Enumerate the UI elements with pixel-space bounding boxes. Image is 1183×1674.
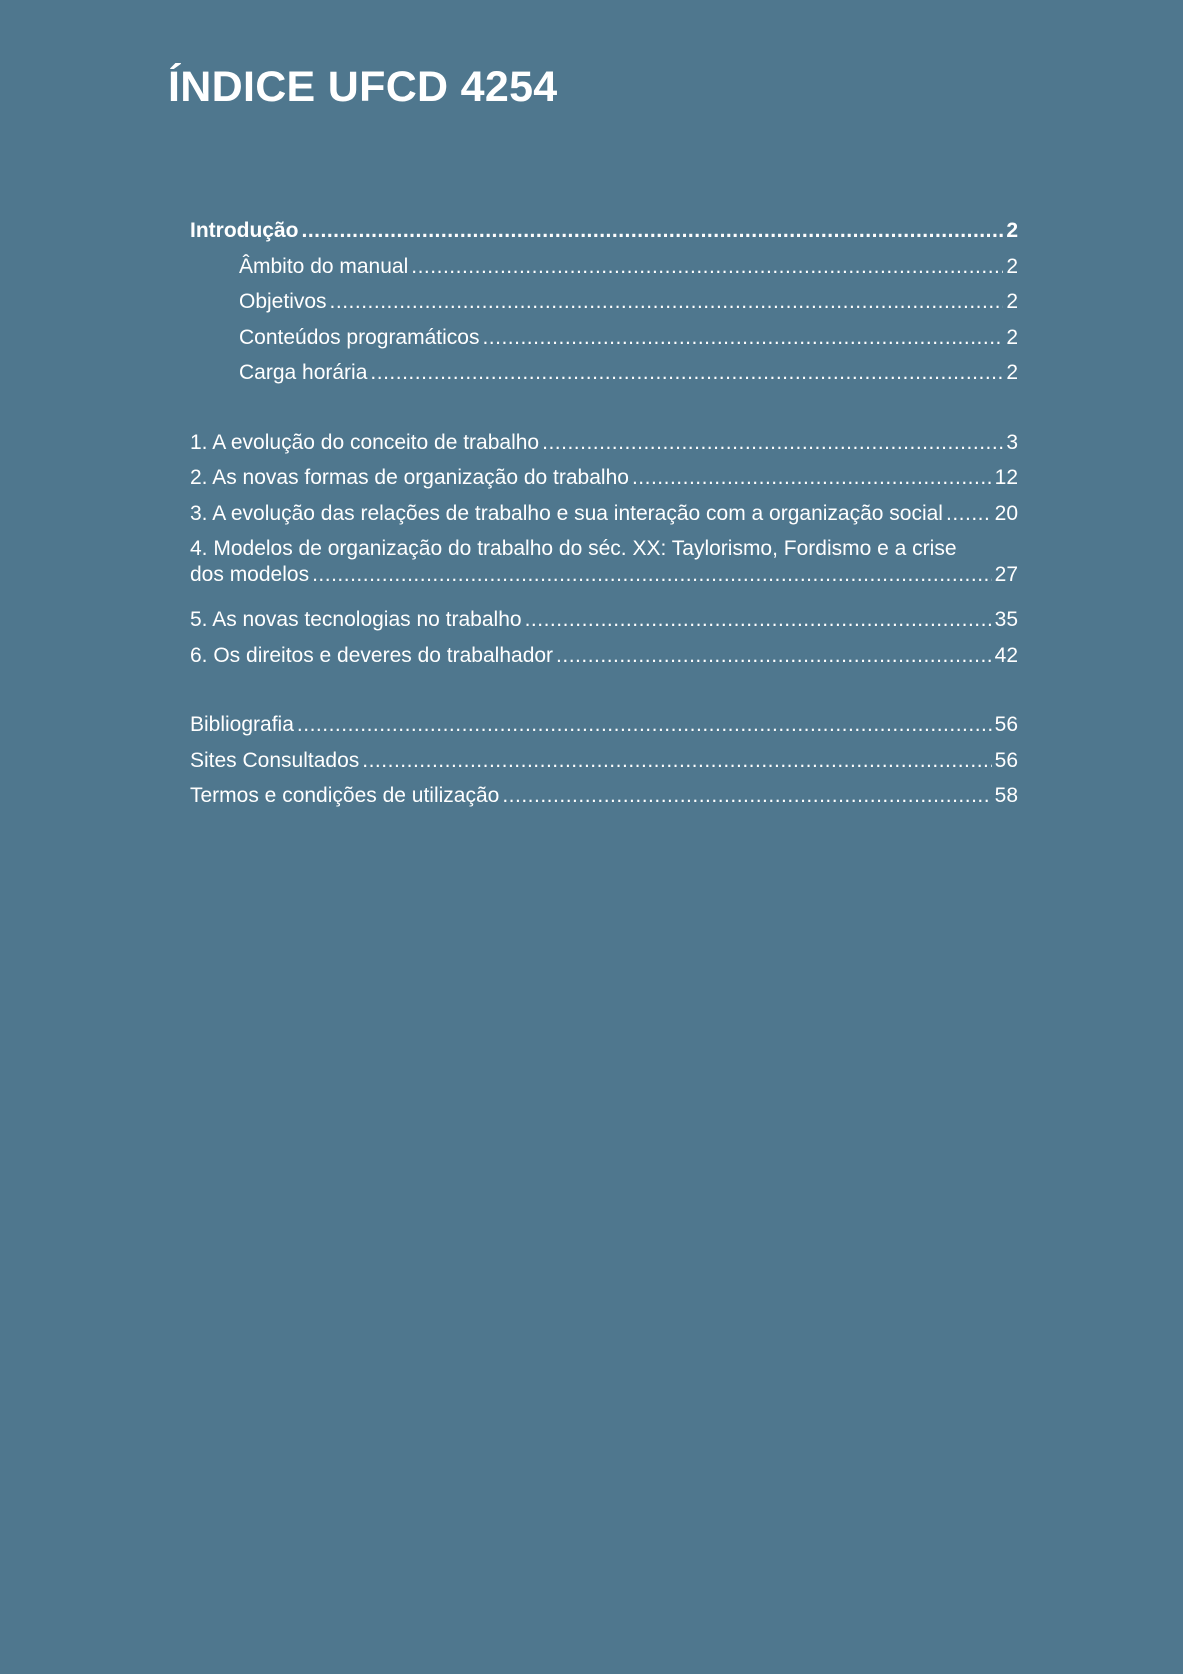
dot-leader [556, 643, 992, 669]
section-gap [190, 678, 1018, 712]
toc-entry-page: 56 [994, 713, 1018, 736]
dot-leader [362, 748, 991, 774]
section-gap [190, 396, 1018, 430]
toc-entry-chapter-6[interactable] [190, 643, 1018, 679]
dot-leader [632, 465, 992, 491]
toc-entry-sites-consultados[interactable] [190, 748, 1018, 784]
toc-entry-carga-horaria[interactable] [190, 360, 1018, 396]
dot-leader [542, 430, 1003, 456]
toc-entry-page: 27 [994, 563, 1018, 586]
toc-entry-label: 1. A evolução do conceito de trabalho [190, 430, 540, 454]
toc-entry-ambito[interactable] [190, 254, 1018, 290]
toc-entry-label-line2: dos modelos [190, 563, 310, 586]
toc-entry-objetivos[interactable] [190, 289, 1018, 325]
dot-leader [302, 218, 1004, 244]
toc-entry-page: 20 [994, 501, 1018, 525]
toc-entry-label: Introdução [190, 219, 299, 242]
dot-leader [411, 254, 1003, 280]
toc-entry-page: 58 [994, 784, 1018, 807]
toc-entry-chapter-5[interactable] [190, 607, 1018, 643]
table-of-contents [190, 218, 1018, 819]
toc-entry-page: 3 [1006, 430, 1018, 454]
toc-entry-conteudos[interactable] [190, 325, 1018, 361]
toc-entry-label: Carga horária [239, 361, 368, 384]
toc-entry-page: 35 [994, 608, 1018, 631]
toc-entry-introducao[interactable] [190, 218, 1018, 254]
toc-entry-label-line1: 4. Modelos de organização do trabalho do séc. XX: Taylorismo, Fordismo e a crise [190, 537, 957, 560]
dot-leader [370, 360, 1003, 386]
toc-entry-label: 3. A evolução das relações de trabalho e sua interação com a organização social [190, 501, 943, 525]
toc-entry-label: Termos e condições de utilização [190, 784, 500, 807]
toc-entry-page: 2 [1006, 254, 1018, 278]
toc-entry-label: 6. Os direitos e deveres do trabalhador [190, 643, 554, 667]
toc-entry-bibliografia[interactable] [190, 712, 1018, 748]
toc-entry-chapter-3[interactable] [190, 501, 1018, 537]
toc-entry-chapter-2[interactable] [190, 465, 1018, 501]
dot-leader [482, 325, 1003, 351]
toc-entry-chapter-1[interactable] [190, 430, 1018, 466]
dot-leader [525, 607, 992, 633]
toc-entry-label: Conteúdos programáticos [239, 325, 480, 349]
toc-entry-chapter-4[interactable] [190, 536, 1018, 607]
toc-entry-label: 2. As novas formas de organização do trabalho [190, 466, 629, 489]
toc-entry-page: 56 [994, 748, 1018, 772]
dot-leader [312, 562, 992, 588]
dot-leader [297, 712, 992, 738]
toc-entry-page: 2 [1006, 325, 1018, 349]
toc-entry-page: 12 [994, 466, 1018, 489]
toc-entry-line2 [190, 562, 1018, 588]
toc-entry-label: Âmbito do manual [239, 254, 409, 278]
dot-leader [330, 289, 1004, 315]
toc-entry-page: 2 [1006, 361, 1018, 384]
toc-entry-label: 5. As novas tecnologias no trabalho [190, 608, 522, 631]
toc-entry-label: Sites Consultados [190, 748, 360, 772]
toc-entry-label: Objetivos [239, 290, 327, 313]
toc-entry-page: 42 [994, 643, 1018, 667]
toc-entry-label: Bibliografia [190, 713, 294, 736]
toc-entry-page: 2 [1006, 219, 1018, 242]
page-title: ÍNDICE UFCD 4254 [168, 63, 558, 111]
dot-leader [502, 783, 991, 809]
dot-leader [946, 501, 992, 527]
toc-entry-termos[interactable] [190, 783, 1018, 819]
toc-entry-page: 2 [1006, 290, 1018, 313]
